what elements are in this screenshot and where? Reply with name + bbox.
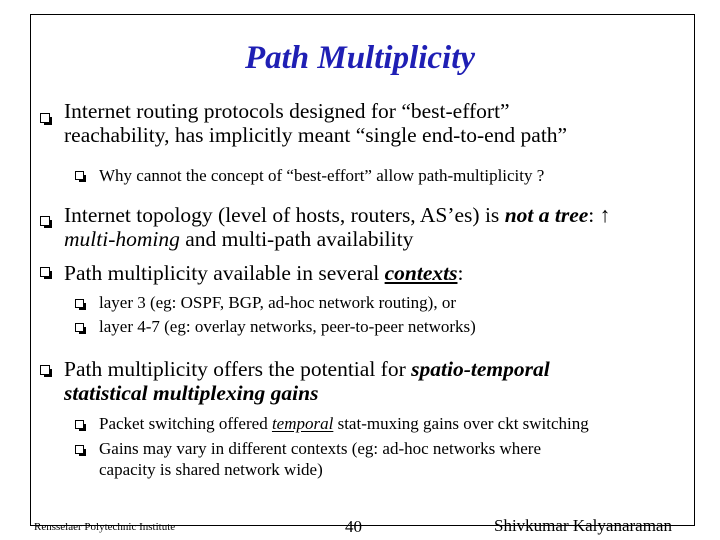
square-bullet-icon (40, 113, 50, 123)
bullet-4-line-2 (64, 381, 684, 405)
footer-author: Shivkumar Kalyanaraman (494, 516, 672, 535)
bullet-1-sub-1: Why cannot the concept of “best-effort” allow path-multiplicity ? (99, 166, 545, 185)
bullet-2-line-1 (64, 203, 684, 227)
bullet-3-sub-2: layer 4-7 (eg: overlay networks, peer-to-peer networks) (99, 317, 476, 336)
bullet-3-text-c: : (457, 261, 464, 285)
bullet-3-text (64, 261, 684, 285)
bullet-4-emphasis: spatio-temporal (411, 357, 550, 381)
bullet-2-text-a: Internet topology (level of hosts, routers, AS’es) is (64, 203, 505, 227)
footer-institution: Rensselaer Polytechnic Institute (34, 521, 176, 533)
bullet-4-line-1 (64, 357, 684, 381)
square-bullet-icon (75, 171, 84, 180)
bullet-4-sub-2-line-2: capacity is shared network wide) (99, 460, 323, 479)
bullet-4-sub-1 (99, 413, 589, 434)
page-number: 40 (345, 517, 362, 536)
bullet-2-multihoming: multi-homing (64, 227, 180, 251)
bullet-2-text (64, 203, 684, 251)
square-bullet-icon (75, 420, 84, 429)
bullet-1-line-1: Internet routing protocols designed for “best-effort” (64, 99, 510, 123)
bullet-4-text (64, 357, 684, 405)
bullet-2-line-2 (64, 227, 684, 251)
bullet-3-text-a: Path multiplicity available in several (64, 261, 385, 285)
square-bullet-icon (75, 323, 84, 332)
bullet-1-line-2: reachability, has implicitly meant “single end-to-end path” (64, 123, 568, 147)
bullet-2-cont: and multi-path availability (179, 227, 414, 251)
up-arrow-icon: ↑ (599, 203, 611, 227)
bullet-4-text-a: Path multiplicity offers the potential for (64, 357, 412, 381)
bullet-4-sub-2-line-1: Gains may vary in different contexts (eg: ad-hoc networks where (99, 439, 542, 458)
bullet-4-sub-2 (99, 438, 679, 480)
bullet-3-emphasis: contexts (384, 261, 458, 285)
slide-title: Path Multiplicity (244, 40, 476, 76)
square-bullet-icon (40, 267, 50, 277)
bullet-4-sub-1-a: Packet switching offered (99, 414, 272, 433)
square-bullet-icon (40, 216, 50, 226)
bullet-1-text (64, 99, 684, 147)
bullet-2-emphasis: not a tree (504, 203, 589, 227)
square-bullet-icon (75, 299, 84, 308)
bullet-3-sub-1: layer 3 (eg: OSPF, BGP, ad-hoc network routing), or (99, 293, 457, 312)
bullet-4-emphasis-cont: statistical multiplexing gains (64, 381, 319, 405)
bullet-4-sub-1-c: stat-muxing gains over ckt switching (333, 414, 589, 433)
square-bullet-icon (75, 445, 84, 454)
square-bullet-icon (40, 365, 50, 375)
bullet-4-sub-1-temporal: temporal (271, 414, 334, 433)
bullet-2-text-c: : (588, 203, 600, 227)
